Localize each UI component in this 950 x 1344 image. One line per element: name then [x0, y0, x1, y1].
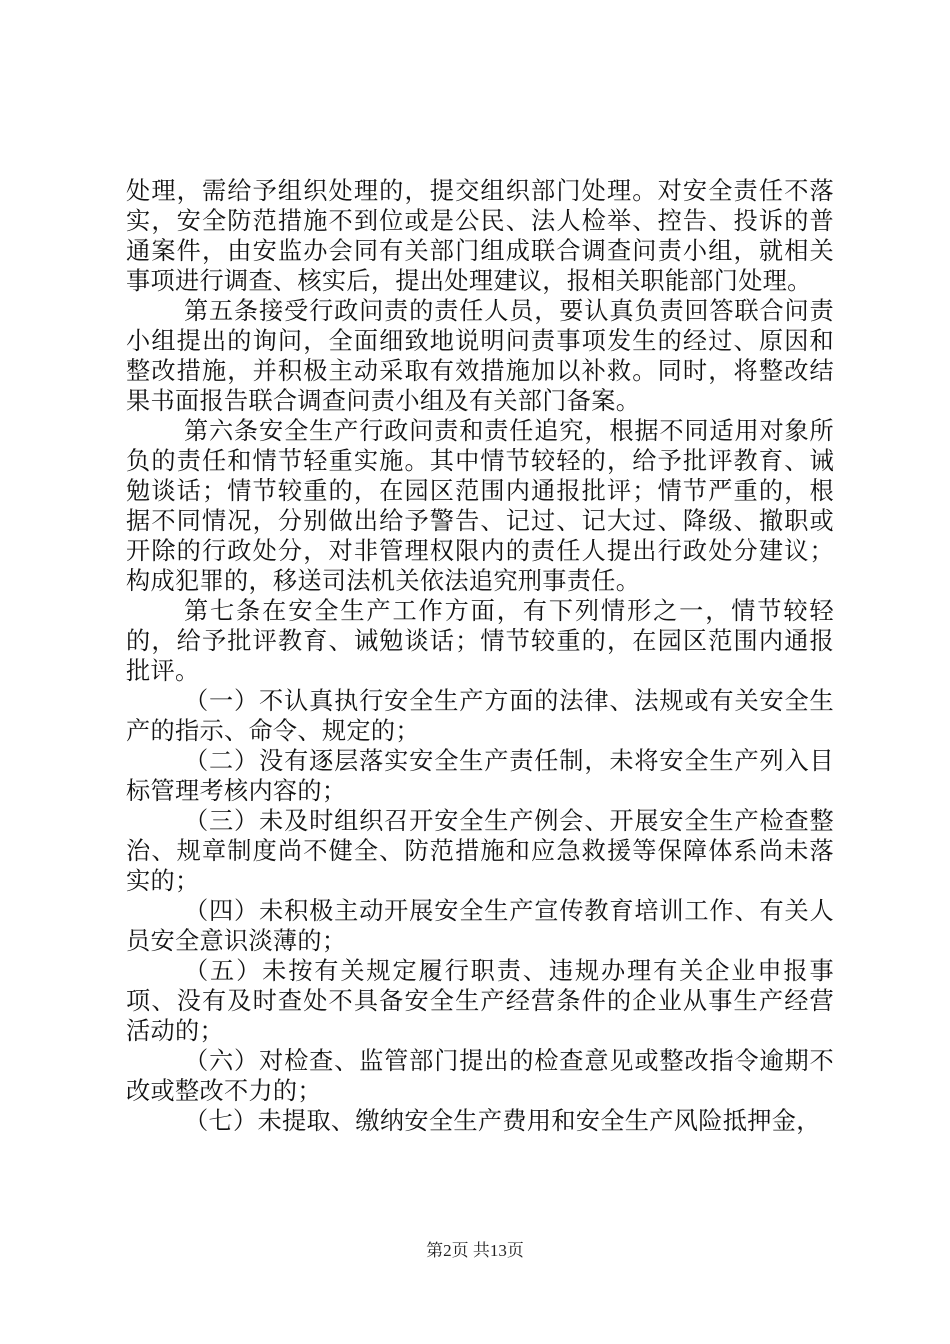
paragraph-article-6: 第六条安全生产行政问责和责任追究，根据不同适用对象所负的责任和情节轻重实施。其中情节较轻的，给予批评教育、诫勉谈话；情节较重的，在园区范围内通报批评；情节严重的，根据不同情况，分别做出给予警告、记过、记大过、降级、撤职或开除的行政处分，对非管理权限内的责任人提出行政处分建议；构成犯罪的，移送司法机关依法追究刑事责任。 [126, 417, 834, 595]
paragraph-article-5: 第五条接受行政问责的责任人员，要认真负责回答联合问责小组提出的询问，全面细致地说明问责事项发生的经过、原因和整改措施，并积极主动采取有效措施加以补救。同时，将整改结果书面报告联合调查问责小组及有关部门备案。 [126, 297, 834, 415]
list-item-4: （四）未积极主动开展安全生产宣传教育培训工作、有关人员安全意识淡薄的； [126, 897, 834, 955]
list-item-5: （五）未按有关规定履行职责、违规办理有关企业申报事项、没有及时查处不具备安全生产经营条件的企业从事生产经营活动的； [126, 957, 834, 1045]
page-footer [0, 1240, 950, 1262]
paragraph-1: 处理，需给予组织处理的，提交组织部门处理。对安全责任不落实，安全防范措施不到位或是公民、法人检举、控告、投诉的普通案件，由安监办会同有关部门组成联合调查问责小组，就相关事项进行调查、核实后，提出处理建议，报相关职能部门处理。 [126, 177, 834, 295]
list-item-1: （一）不认真执行安全生产方面的法律、法规或有关安全生产的指示、命令、规定的； [126, 687, 834, 745]
page-number-indicator: 第2页 共13页 [426, 1241, 524, 1260]
list-item-2: （二）没有逐层落实安全生产责任制，未将安全生产列入目标管理考核内容的； [126, 747, 834, 805]
paragraph-article-7: 第七条在安全生产工作方面，有下列情形之一，情节较轻的，给予批评教育、诫勉谈话；情节较重的，在园区范围内通报批评。 [126, 597, 834, 685]
list-item-7: （七）未提取、缴纳安全生产费用和安全生产风险抵押金， [184, 1107, 821, 1135]
list-item-6: （六）对检查、监管部门提出的检查意见或整改指令逾期不改或整改不力的； [126, 1047, 834, 1105]
document-body [126, 176, 834, 1136]
list-item-3: （三）未及时组织召开安全生产例会、开展安全生产检查整治、规章制度尚不健全、防范措施和应急救援等保障体系尚未落实的； [126, 807, 834, 895]
